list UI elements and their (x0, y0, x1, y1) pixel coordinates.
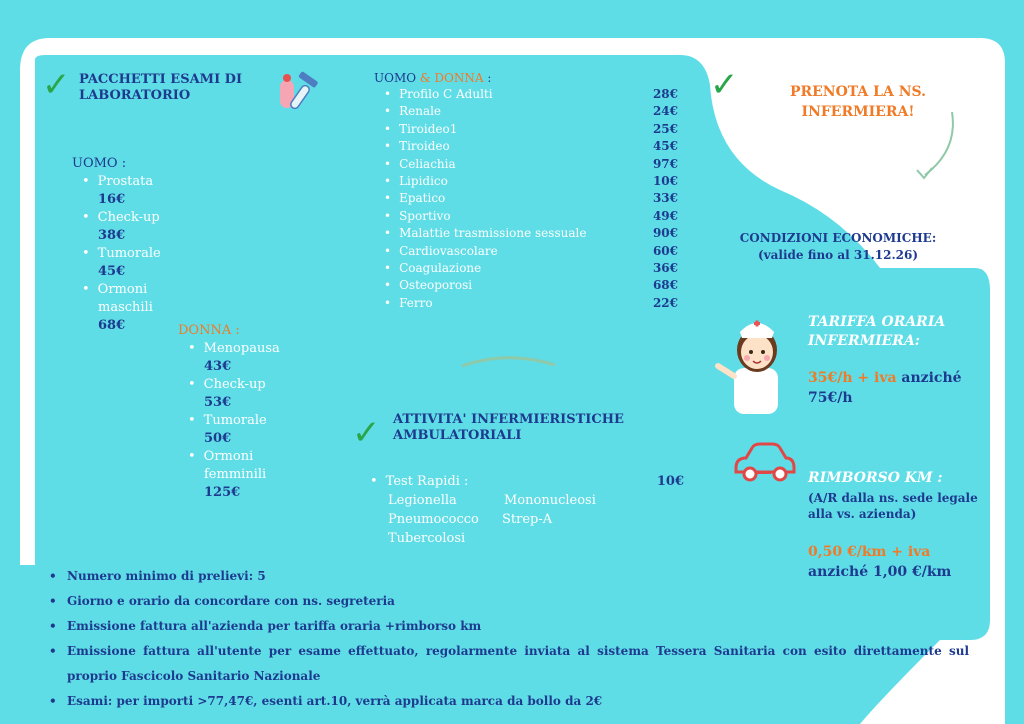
mileage-price-old: anziché 1,00 €/km (808, 564, 952, 580)
uomo-label: UOMO : (72, 156, 127, 171)
item-price: 25€ (652, 121, 678, 136)
list-item: • Tumorale 45€ (82, 245, 161, 281)
list-item (384, 260, 684, 277)
list-item (384, 243, 684, 260)
check-icon: ✓ (710, 65, 739, 105)
note-item: • Giorno e orario da concordare con ns. segreteria (67, 589, 969, 614)
item-name: • Cardiovascolare (384, 244, 498, 258)
list-item (384, 225, 684, 242)
item-price: 36€ (652, 260, 678, 275)
item-price: 68€ (652, 278, 678, 293)
list-item (384, 277, 684, 294)
item-price: 24€ (652, 104, 678, 119)
uomo-donna-section (374, 71, 684, 312)
item-name: • Tiroideo (384, 139, 450, 153)
note-item: • Emissione fattura all'azienda per tariffa oraria +rimborso km (67, 614, 969, 639)
car-icon (730, 440, 800, 486)
item-name: • Sportivo (384, 209, 451, 223)
booking-heading: PRENOTA LA NS. INFERMIERA! (789, 84, 927, 120)
list-item: • Tumorale 50€ (188, 412, 280, 448)
item-price: 45€ (652, 139, 678, 154)
test-strep-a: Strep-A (502, 512, 553, 527)
tariff-title: TARIFFA ORARIA INFERMIERA: (808, 314, 946, 349)
list-item (384, 121, 684, 138)
list-item (384, 190, 684, 207)
conditions: CONDIZIONI ECONOMICHE: (valide fino al 31.12.26) (739, 231, 937, 262)
uomo-donna-list (384, 86, 684, 312)
tariff-price-new: 35€/h + iva (808, 370, 897, 386)
item-name: • Celiachia (384, 157, 456, 171)
test-legionella: Legionella (388, 493, 457, 508)
list-item (384, 295, 684, 312)
check-icon: ✓ (42, 65, 71, 105)
test-mononucleosi: Mononucleosi (504, 493, 596, 508)
list-item (384, 208, 684, 225)
tariff-price (808, 368, 962, 408)
rapid-tests (370, 472, 686, 548)
mileage-price-new: 0,50 €/km + iva (808, 544, 931, 560)
donna-section (178, 322, 280, 502)
item-name: • Ferro (384, 296, 433, 310)
activities-title: ATTIVITA' INFERMIERISTICHE AMBULATORIALI (393, 412, 624, 443)
item-price: 22€ (652, 295, 678, 310)
list-item (384, 86, 684, 103)
list-item: • Ormoni maschili 68€ (82, 281, 161, 335)
mileage-title: RIMBORSO KM : (808, 470, 943, 486)
note-item: • Emissione fattura all'utente per esame effettuato, regolarmente inviata al sistema Tessera Sanitaria con esito direttamente sul (67, 639, 969, 664)
list-item: • Ormoni femminili 125€ (188, 448, 280, 502)
test-tube-icon (276, 70, 324, 118)
item-name: • Tiroideo1 (384, 122, 457, 136)
item-name: • Osteoporosi (384, 278, 472, 292)
test-tubercolosi: Tubercolosi (388, 531, 466, 546)
item-price: 90€ (652, 226, 678, 241)
item-name: • Lipidico (384, 174, 448, 188)
item-price: 49€ (652, 208, 678, 223)
list-item (384, 103, 684, 120)
item-name: • Renale (384, 104, 441, 118)
mileage-note: (A/R dalla ns. sede legale alla vs. azienda) (808, 491, 978, 521)
nurse-icon (712, 310, 798, 414)
note-item-continuation: proprio Fascicolo Sanitario Nazionale (67, 669, 321, 683)
item-price: 28€ (652, 87, 678, 101)
item-price: 33€ (652, 191, 678, 206)
packages-title: PACCHETTI ESAMI DI LABORATORIO (79, 72, 243, 103)
list-item (384, 138, 684, 155)
item-name: • Malattie trasmissione sessuale (384, 226, 586, 240)
list-item: • Check-up 53€ (188, 376, 280, 412)
list-item: • Check-up 38€ (82, 209, 161, 245)
item-name: • Epatico (384, 191, 445, 205)
uomo-section (72, 155, 161, 335)
rapid-tests-price: 10€ (656, 474, 684, 489)
note-item: • Numero minimo di prelievi: 5 (67, 564, 969, 589)
uomo-donna-label: UOMO & DONNA : (374, 71, 492, 85)
item-price: 10€ (652, 173, 678, 188)
list-item: • Menopausa 43€ (188, 340, 280, 376)
tariff-instead: anziché (901, 370, 962, 386)
tariff-price-old: 75€/h (808, 390, 853, 406)
list-item (384, 173, 684, 190)
test-pneumococco: Pneumococco (388, 512, 479, 527)
item-price: 60€ (652, 243, 678, 258)
notes-list (67, 564, 969, 714)
rapid-tests-label: • Test Rapidi : (370, 474, 468, 489)
item-name: • Profilo C Adulti (384, 87, 493, 101)
list-item (384, 156, 684, 173)
donna-label: DONNA : (178, 323, 240, 338)
list-item: • Prostata 16€ (82, 173, 161, 209)
item-name: • Coagulazione (384, 261, 481, 275)
note-item: • Esami: per importi >77,47€, esenti art.10, verrà applicata marca da bollo da 2€ (67, 689, 969, 714)
check-icon: ✓ (352, 413, 381, 453)
item-price: 97€ (652, 156, 678, 171)
